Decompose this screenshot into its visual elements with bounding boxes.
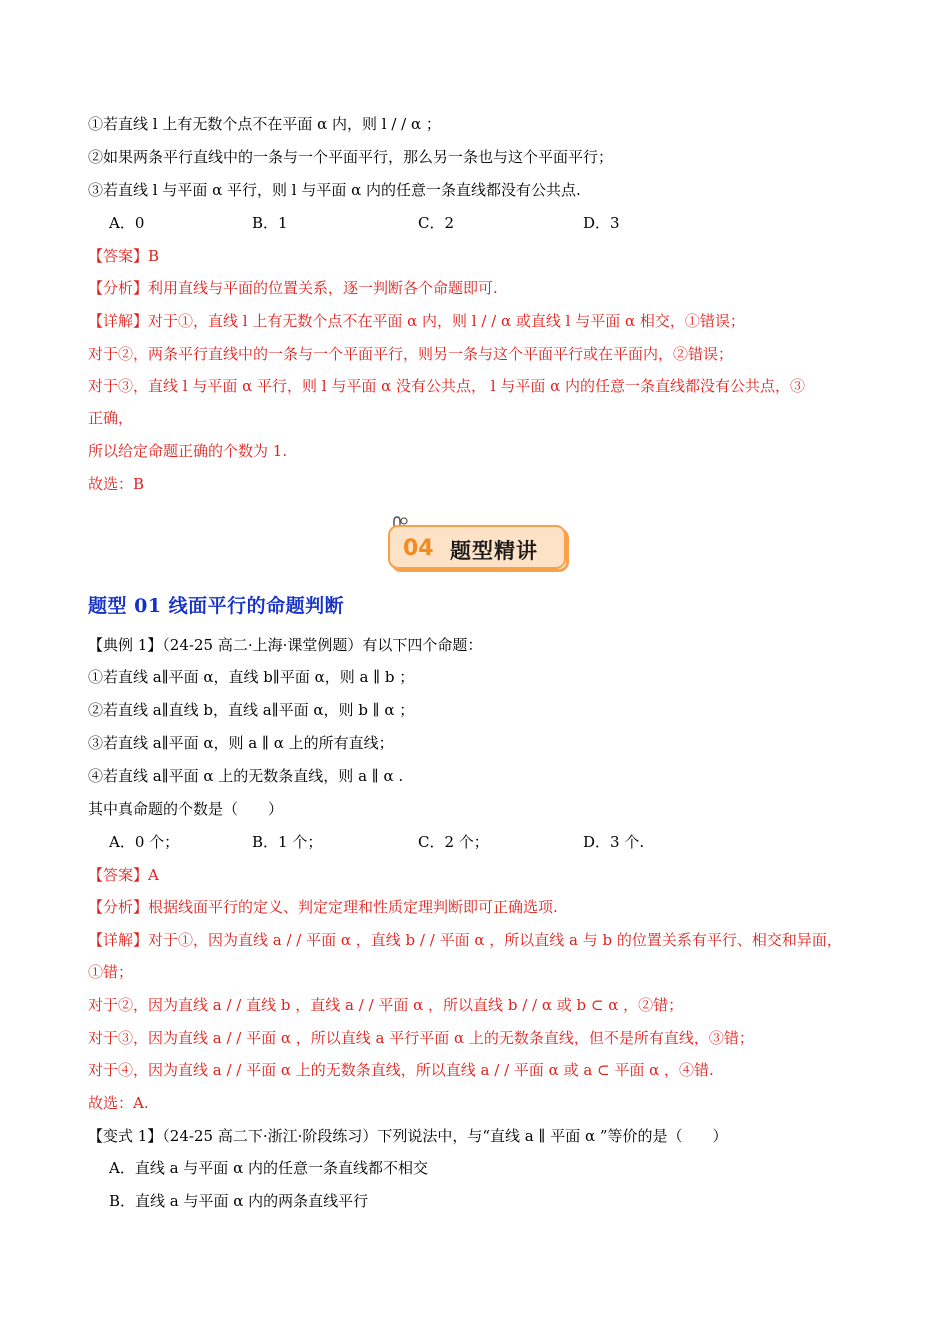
example-detail-4: 对于③，因为直线 a / / 平面 α ，所以直线 a 平行平面 α 上的无数条直线，但不是所有直线，③错； <box>88 1029 754 1047</box>
example-question: 其中真命题的个数是（ ） <box>88 800 284 818</box>
top-options <box>109 212 669 234</box>
example-options <box>109 831 669 853</box>
proposition-1: ①若直线 l 上有无数个点不在平面 α 内，则 l / / α ； <box>88 115 441 133</box>
proposition-2: ②如果两条平行直线中的一条与一个平面平行，那么另一条也与这个平面平行； <box>88 148 614 166</box>
example-item-3: ③若直线 a∥平面 α，则 a ∥ α 上的所有直线； <box>88 734 394 752</box>
detail-line-6: 故选：B <box>88 475 145 493</box>
answer: 【答案】B <box>88 247 160 265</box>
example-item-1: ①若直线 a∥平面 α，直线 b∥平面 α，则 a ∥ b ； <box>88 668 415 686</box>
example-detail-6: 故选：A. <box>88 1094 149 1112</box>
banner-number: 04 <box>403 536 434 561</box>
section-banner <box>388 515 572 577</box>
option-d: D．3 <box>583 214 620 232</box>
example-analysis: 【分析】根据线面平行的定义、判定定理和性质定理判断即可正确选项. <box>88 898 558 916</box>
variant-option-a: A．直线 a 与平面 α 内的任意一条直线都不相交 <box>109 1159 428 1177</box>
detail-line-1: 【详解】对于①，直线 l 上有无数个点不在平面 α 内，则 l / / α 或直线 l 与平面 α 相交，①错误； <box>88 312 745 330</box>
example-detail-5: 对于④，因为直线 a / / 平面 α 上的无数条直线，所以直线 a / / 平面 α 或 a ⊂ 平面 α ，④错. <box>88 1061 714 1079</box>
option-a: A．0 个； <box>109 833 180 851</box>
option-c: C．2 <box>418 214 455 232</box>
option-b: B．1 <box>252 214 288 232</box>
example-intro: 【典例 1】（24-25 高二·上海·课堂例题）有以下四个命题： <box>88 636 483 654</box>
detail-line-5: 所以给定命题正确的个数为 1. <box>88 442 288 460</box>
variant-option-b: B．直线 a 与平面 α 内的两条直线平行 <box>109 1192 369 1210</box>
example-answer: 【答案】A <box>88 866 159 884</box>
option-b: B．1 个； <box>252 833 323 851</box>
detail-line-4: 正确， <box>88 409 134 427</box>
banner-title: 题型精讲 <box>450 539 538 563</box>
detail-line-2: 对于②，两条平行直线中的一条与一个平面平行，则另一条与这个平面平行或在平面内，②错误； <box>88 345 734 363</box>
variant-intro: 【变式 1】（24-25 高二下·浙江·阶段练习）下列说法中，与“直线 a ∥ 平面 α ”等价的是（ ） <box>88 1127 728 1145</box>
detail-line-3: 对于③，直线 l 与平面 α 平行，则 l 与平面 α 没有公共点， l 与平面 α 内的任意一条直线都没有公共点，③ <box>88 377 806 395</box>
option-a: A．0 <box>109 214 145 232</box>
section-heading: 题型 01 线面平行的命题判断 <box>88 595 345 617</box>
option-d: D．3 个. <box>583 833 645 851</box>
example-detail-1: 【详解】对于①，因为直线 a / / 平面 α ，直线 b / / 平面 α ，所以直线 a 与 b 的位置关系有平行、相交和异面， <box>88 931 842 949</box>
analysis: 【分析】利用直线与平面的位置关系，逐一判断各个命题即可. <box>88 279 498 297</box>
proposition-3: ③若直线 l 与平面 α 平行，则 l 与平面 α 内的任意一条直线都没有公共点. <box>88 181 581 199</box>
example-detail-2: ①错； <box>88 963 134 981</box>
example-item-4: ④若直线 a∥平面 α 上的无数条直线，则 a ∥ α . <box>88 767 404 785</box>
example-item-2: ②若直线 a∥直线 b，直线 a∥平面 α，则 b ∥ α ； <box>88 701 415 719</box>
option-c: C．2 个； <box>418 833 489 851</box>
example-detail-3: 对于②，因为直线 a / / 直线 b ，直线 a / / 平面 α ，所以直线 b / / α 或 b ⊂ α ，②错； <box>88 996 684 1014</box>
